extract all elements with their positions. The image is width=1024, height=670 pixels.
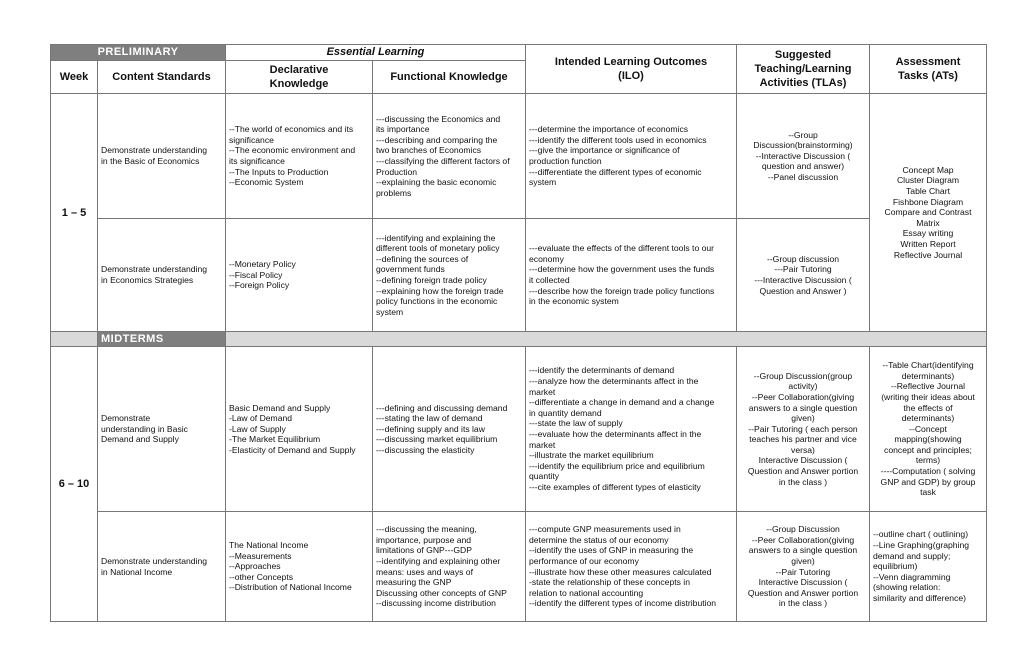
- tlas-header: Suggested Teaching/Learning Activities (TLAs): [737, 45, 870, 94]
- functional-cell: ---identifying and explaining the different tools of monetary policy --defining the sources of government funds --defining foreign trade policy --explaining how the foreign trade policy functions in the economic system: [373, 219, 526, 332]
- syllabus-table: [50, 44, 987, 622]
- content-standard-cell: Demonstrate understanding in the Basic of Economics: [98, 94, 226, 219]
- week-cell: 6 – 10: [51, 347, 98, 622]
- declarative-header: Declarative Knowledge: [226, 61, 373, 94]
- midterms-row: [51, 332, 987, 347]
- ilo-cell: ---evaluate the effects of the different tools to our economy ---determine how the government uses the funds it collected ---describe how the foreign trade policy functions in the economic system: [526, 219, 737, 332]
- week-cell: 1 – 5: [51, 94, 98, 332]
- tla-cell: --Group discussion ---Pair Tutoring ---Interactive Discussion ( Question and Answer ): [737, 219, 870, 332]
- tla-cell: --Group Discussion(group activity) --Peer Collaboration(giving answers to a single question given) --Pair Tutoring ( each person teaches his partner and vice versa) Interactive Discussion ( Question and Answer portion in the class ): [737, 347, 870, 512]
- table-row: [51, 347, 987, 512]
- tla-cell: --Group Discussion(brainstorming) --Interactive Discussion ( question and answer) --Panel discussion: [737, 94, 870, 219]
- ilo-cell: ---determine the importance of economics ---identify the different tools used in economics ---give the importance or significance of production function ---differentiate the different types of economic system: [526, 94, 737, 219]
- content-standard-cell: Demonstrate understanding in Economics Strategies: [98, 219, 226, 332]
- content-standard-cell: Demonstrate understanding in National Income: [98, 512, 226, 622]
- ilo-cell: ---compute GNP measurements used in determine the status of our economy --identify the uses of GNP in measuring the performance of our economy --illustrate how these other measures calculated -state the relationship of these concepts in relation to national accounting --identify the different types of income distribution: [526, 512, 737, 622]
- ilo-cell: ---identify the determinants of demand ---analyze how the determinants affect in the market --differentiate a change in demand and a change in quantity demand ---state the law of supply ---evaluate how the determinants affect in the market --illustrate the market equilibrium ---identify the equilibrium price and equilibrium quantity ---cite examples of different types of elasticity: [526, 347, 737, 512]
- table-row: [51, 219, 987, 332]
- functional-header: Functional Knowledge: [373, 61, 526, 94]
- content-standard-cell: Demonstrate understanding in Basic Demand and Supply: [98, 347, 226, 512]
- declarative-cell: The National Income --Measurements --Approaches --other Concepts --Distribution of National Income: [226, 512, 373, 622]
- assessment-header: Assessment Tasks (ATs): [870, 45, 987, 94]
- assessment-cell: Concept Map Cluster Diagram Table Chart Fishbone Diagram Compare and Contrast Matrix Essay writing Written Report Reflective Journal: [870, 94, 987, 332]
- preliminary-label: PRELIMINARY: [51, 45, 226, 61]
- assessment-cell: --Table Chart(identifying determinants) --Reflective Journal (writing their ideas about the effects of determinants) --Concept mapping(showing concept and principles; terms) ----Computation ( solving GNP and GDP) by group task: [870, 347, 987, 512]
- declarative-cell: --The world of economics and its significance --The economic environment and its significance --The Inputs to Production --Economic System: [226, 94, 373, 219]
- essential-learning-header: Essential Learning: [226, 45, 526, 61]
- assessment-cell: --outline chart ( outlining) --Line Graphing(graphing demand and supply; equilibrium) --Venn diagramming (showing relation: similarity and difference): [870, 512, 987, 622]
- functional-cell: ---defining and discussing demand ---stating the law of demand ---defining supply and its law ---discussing market equilibrium ---discussing the elasticity: [373, 347, 526, 512]
- header-row-1: [51, 45, 987, 61]
- midterms-label: MIDTERMS: [98, 332, 226, 347]
- declarative-cell: Basic Demand and Supply -Law of Demand -Law of Supply -The Market Equilibrium -Elasticity of Demand and Supply: [226, 347, 373, 512]
- week-header: Week: [51, 61, 98, 94]
- declarative-cell: --Monetary Policy --Fiscal Policy --Foreign Policy: [226, 219, 373, 332]
- functional-cell: ---discussing the meaning, importance, purpose and limitations of GNP---GDP --identifying and explaining other means: uses and ways of measuring the GNP Discussing other concepts of GNP --discussing income distribution: [373, 512, 526, 622]
- functional-cell: ---discussing the Economics and its importance ---describing and comparing the two branches of Economics ---classifying the different factors of Production --explaining the basic economic problems: [373, 94, 526, 219]
- midterms-fill: [226, 332, 987, 347]
- ilo-header: Intended Learning Outcomes (ILO): [526, 45, 737, 94]
- midterms-spacer: [51, 332, 98, 347]
- tla-cell: --Group Discussion --Peer Collaboration(giving answers to a single question given) --Pair Tutoring Interactive Discussion ( Question and Answer portion in the class ): [737, 512, 870, 622]
- table-row: [51, 94, 987, 219]
- content-standards-header: Content Standards: [98, 61, 226, 94]
- table-row: [51, 512, 987, 622]
